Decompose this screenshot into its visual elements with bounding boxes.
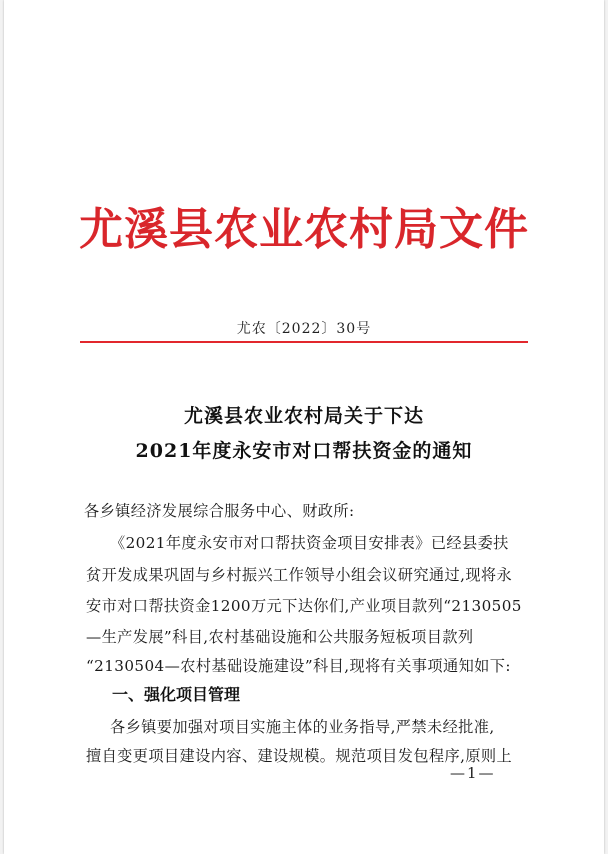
body-line: 贫开发成果巩固与乡村振兴工作领导小组会议研究通过,现将永 (86, 566, 513, 584)
notice-title-line-1: 尤溪县农业农村局关于下达 (183, 405, 424, 427)
page-number: —1— (450, 764, 496, 782)
notice-title-line-2: 2021年度永安市对口帮扶资金的通知 (135, 440, 473, 462)
salutation: 各乡镇经济发展综合服务中心、财政所: (84, 502, 355, 520)
body-line: 安市对口帮扶资金1200万元下达你们,产业项目款列“2130505 (86, 597, 522, 615)
red-header: 尤溪县农业农村局文件 (79, 204, 529, 255)
section-line: 各乡镇要加强对项目实施主体的业务指导,严禁未经批准, (110, 718, 495, 736)
section-line: 擅自变更项目建设内容、建设规模。规范项目发包程序,原则上 (86, 747, 513, 765)
body-line: —生产发展”科目,农村基础设施和公共服务短板项目款列 (86, 628, 474, 646)
section-heading: 一、强化项目管理 (112, 685, 241, 704)
document-page (4, 0, 604, 854)
red-divider-line (80, 341, 528, 343)
document-number: 尤农〔2022〕30号 (236, 321, 372, 337)
body-line: 《2021年度永安市对口帮扶资金项目安排表》已经县委扶 (110, 534, 509, 552)
body-line: “2130504—农村基础设施建设”科目,现将有关事项通知如下: (86, 657, 511, 675)
